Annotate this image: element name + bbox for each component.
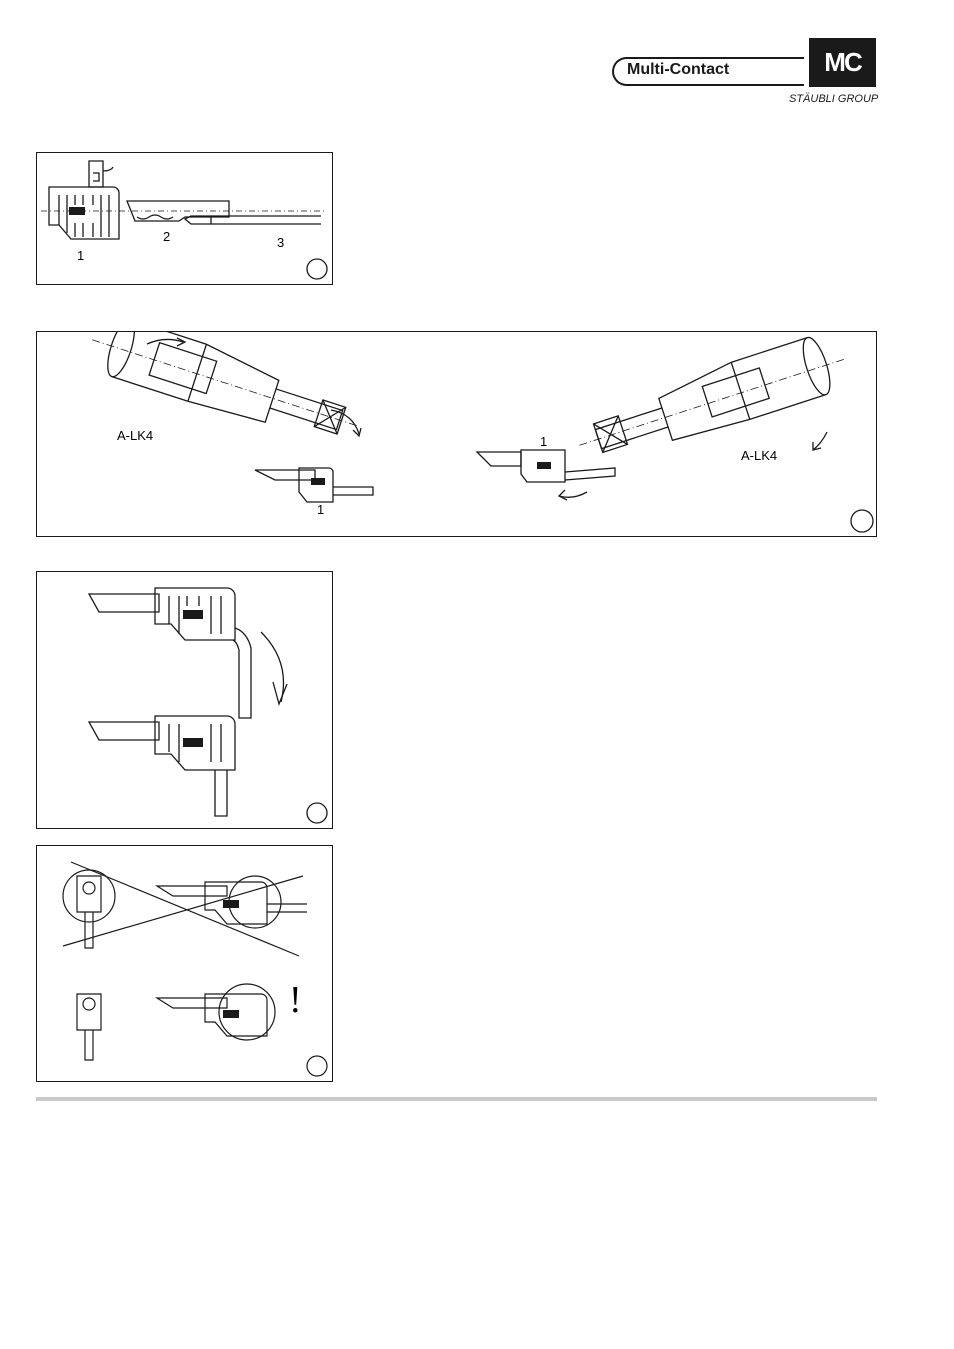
brand-name: Multi-Contact (627, 61, 730, 78)
figure-panel-1 (36, 152, 333, 285)
mc-logo: MC (809, 38, 876, 87)
bending-diagram (37, 572, 332, 828)
assembly-diagram (37, 332, 876, 536)
tool-label-left: A-LK4 (117, 428, 154, 443)
group-name: STÄUBLI GROUP (789, 93, 879, 105)
figure-panel-2 (36, 331, 877, 537)
warning-mark: ! (289, 979, 302, 1021)
tool-label-right: A-LK4 (741, 448, 778, 463)
figure-panel-4 (36, 845, 333, 1082)
footer-rule (36, 1097, 877, 1101)
part-label-right: 1 (540, 434, 548, 449)
alignment-diagram (37, 846, 332, 1081)
label-2: 2 (163, 229, 171, 244)
stripping-diagram (37, 153, 332, 284)
figure-panel-3 (36, 571, 333, 829)
label-1: 1 (77, 248, 85, 263)
part-label-left: 1 (317, 502, 325, 517)
label-3: 3 (277, 235, 285, 250)
